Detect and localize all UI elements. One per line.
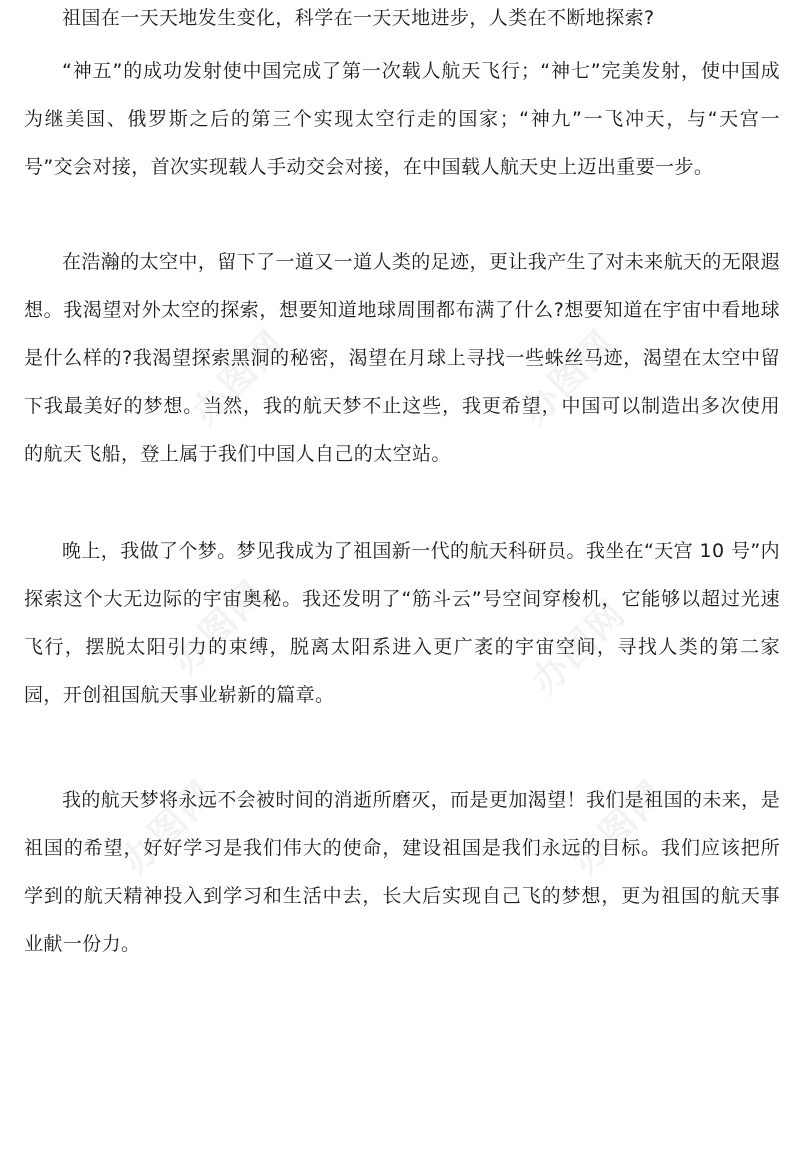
watermark: 办图网 <box>114 772 224 883</box>
watermark: 办图网 <box>524 592 634 703</box>
paragraph-4: 晚上，我做了个梦。梦见我成为了祖国新一代的航天科研员。我坐在“天宫 10 号”内探索这个大无边际的宇宙奥秘。我还发明了“筋斗云”号空间穿梭机，它能够以超过光速飞行，摆脱太阳引力的束缚，脱离太阳系进入更广袤的宇宙空间，寻找人类的第二家园，开创祖国航天事业崭新的篇章。 <box>24 540 780 706</box>
paragraph-1: 祖国在一天天地发生变化，科学在一天天地进步，人类在不断地探索? <box>62 7 655 29</box>
paragraph-2: “神五”的成功发射使中国完成了第一次载人航天飞行；“神七”完美发射，使中国成为继美国、俄罗斯之后的第三个实现太空行走的国家；“神九”一飞冲天，与“天宫一号”交会对接，首次实现载人手动交会对接，在中国载人航天史上迈出重要一步。 <box>24 60 780 178</box>
watermark: 办图网 <box>184 322 294 433</box>
watermark: 办图网 <box>164 572 274 683</box>
watermark: 办图网 <box>564 772 674 883</box>
paragraph-3: 在浩瀚的太空中，留下了一道又一道人类的足迹，更让我产生了对未来航天的无限遐想。我渴望对外太空的探索，想要知道地球周围都布满了什么?想要知道在宇宙中看地球是什么样的?我渴望探索黑洞的秘密，渴望在月球上寻找一些蛛丝马迹，渴望在太空中留下我最美好的梦想。当然，我的航天梦不止这些，我更希望，中国可以制造出多次使用的航天飞船，登上属于我们中国人自己的太空站。 <box>24 251 780 465</box>
paragraph-5: 我的航天梦将永远不会被时间的消逝所磨灭，而是更加渴望！我们是祖国的未来，是祖国的希望，好好学习是我们伟大的使命，建设祖国是我们永远的目标。我们应该把所学到的航天精神投入到学习和生活中去，长大后实现自己飞的梦想，更为祖国的航天事业献一份力。 <box>24 789 780 955</box>
watermark: 办图网 <box>514 322 624 433</box>
